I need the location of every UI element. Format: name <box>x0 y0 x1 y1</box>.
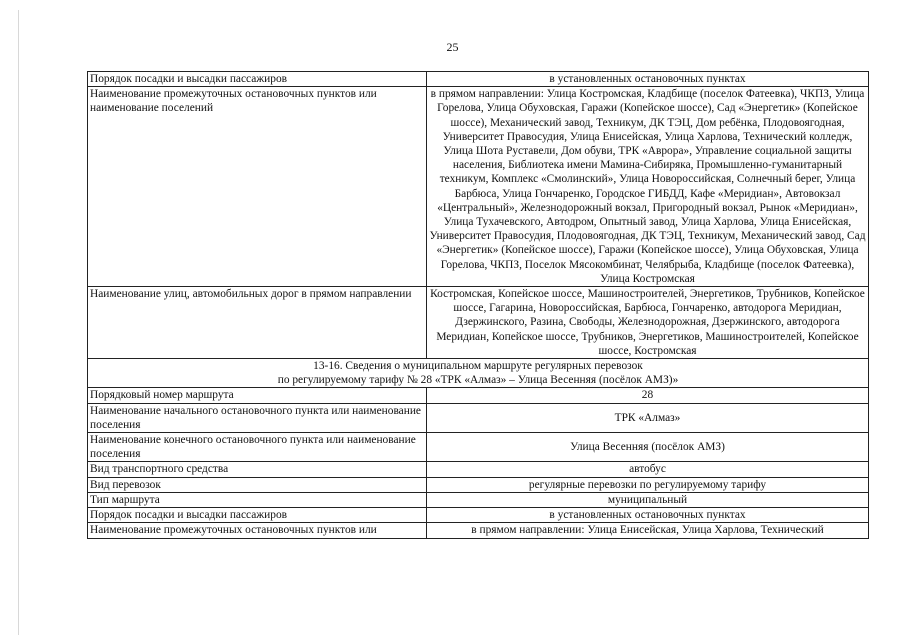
table-row <box>88 403 869 432</box>
section-heading-row <box>88 359 869 388</box>
row-value: ТРК «Алмаз» <box>427 403 869 432</box>
table-row <box>88 87 869 287</box>
row-value: в установленных остановочных пунктах <box>427 508 869 523</box>
row-label: Порядковый номер маршрута <box>88 388 427 403</box>
section-heading-line-2: по регулируемому тарифу № 28 «ТРК «Алмаз» – Улица Весенняя (посёлок АМЗ)» <box>277 374 679 387</box>
row-label: Порядок посадки и высадки пассажиров <box>88 508 427 523</box>
section-heading <box>88 359 869 388</box>
row-value: регулярные перевозки по регулируемому тарифу <box>427 477 869 492</box>
row-label: Наименование начального остановочного пункта или наименование поселения <box>88 403 427 432</box>
row-label: Наименование промежуточных остановочных пунктов или наименование поселений <box>88 87 427 287</box>
table-row <box>88 477 869 492</box>
table-row <box>88 508 869 523</box>
row-label: Вид перевозок <box>88 477 427 492</box>
row-value: в установленных остановочных пунктах <box>427 72 869 87</box>
table-row <box>88 388 869 403</box>
table-row <box>88 462 869 477</box>
row-label: Тип маршрута <box>88 492 427 507</box>
table-row <box>88 433 869 462</box>
row-value: в прямом направлении: Улица Енисейская, Улица Харлова, Технический <box>427 523 869 538</box>
page-number: 25 <box>446 40 459 54</box>
row-label: Наименование конечного остановочного пункта или наименование поселения <box>88 433 427 462</box>
table-row <box>88 72 869 87</box>
row-value: автобус <box>427 462 869 477</box>
table-row <box>88 492 869 507</box>
row-label: Вид транспортного средства <box>88 462 427 477</box>
section-heading-line-1: 13-16. Сведения о муниципальном маршруте регулярных перевозок <box>313 360 643 373</box>
page-edge-shadow <box>18 10 19 635</box>
row-label: Наименование улиц, автомобильных дорог в прямом направлении <box>88 287 427 359</box>
row-label: Порядок посадки и высадки пассажиров <box>88 72 427 87</box>
route-info-table <box>87 71 869 539</box>
row-value: в прямом направлении: Улица Костромская, Кладбище (поселок Фатеевка), ЧКПЗ, Улица Горелова, Улица Обуховская, Гаражи (Копейское шоссе), Сад «Энергетик» (Копейское шоссе), Механический завод, Техникум, ДК ТЭЦ, Дом ребёнка, Плодовоягодная, Университет Правосудия, Улица Енисейская, Улица Харлова, Технический колледж, Улица Шота Руставели, Дом обуви, ТРК «Аврора», Управление социальной защиты населения, Библиотека имени Мамина-Сибиряка, Промышленно-гуманитарный техникум, Комплекс «Смолинский», Улица Новороссийская, Солнечный берег, Улица Барбюса, Улица Гончаренко, Городское ГИБДД, Кафе «Меридиан», Автовокзал «Центральный», Железнодорожный вокзал, Пригородный вокзал, Рынок «Меридиан», Улица Тухачевского, Автодром, Опытный завод, Улица Харлова, Улица Енисейская, Университет Правосудия, Плодовоягодная, ДК ТЭЦ, Техникум, Механический завод, Сад «Энергетик» (Копейское шоссе), Гаражи (Копейское шоссе), Улица Обуховская, Улица Горелова, ЧКПЗ, Поселок Мясокомбинат, Челябрыба, Кладбище (поселок Фатеевка), Улица Костромская <box>427 87 869 287</box>
row-value: 28 <box>427 388 869 403</box>
row-value: муниципальный <box>427 492 869 507</box>
row-value: Улица Весенняя (посёлок АМЗ) <box>427 433 869 462</box>
row-value: Костромская, Копейское шоссе, Машиностроителей, Энергетиков, Трубников, Копейское шоссе, Гагарина, Новороссийская, Барбюса, Гончаренко, автодорога Меридиан, Дзержинского, Разина, Свободы, Железнодорожная, Дзержинского, автодорога Меридиан, Копейское шоссе, Трубников, Энергетиков, Машиностроителей, Копейское шоссе, Костромская <box>427 287 869 359</box>
row-label: Наименование промежуточных остановочных пунктов или <box>88 523 427 538</box>
table-row <box>88 523 869 538</box>
table-row <box>88 287 869 359</box>
